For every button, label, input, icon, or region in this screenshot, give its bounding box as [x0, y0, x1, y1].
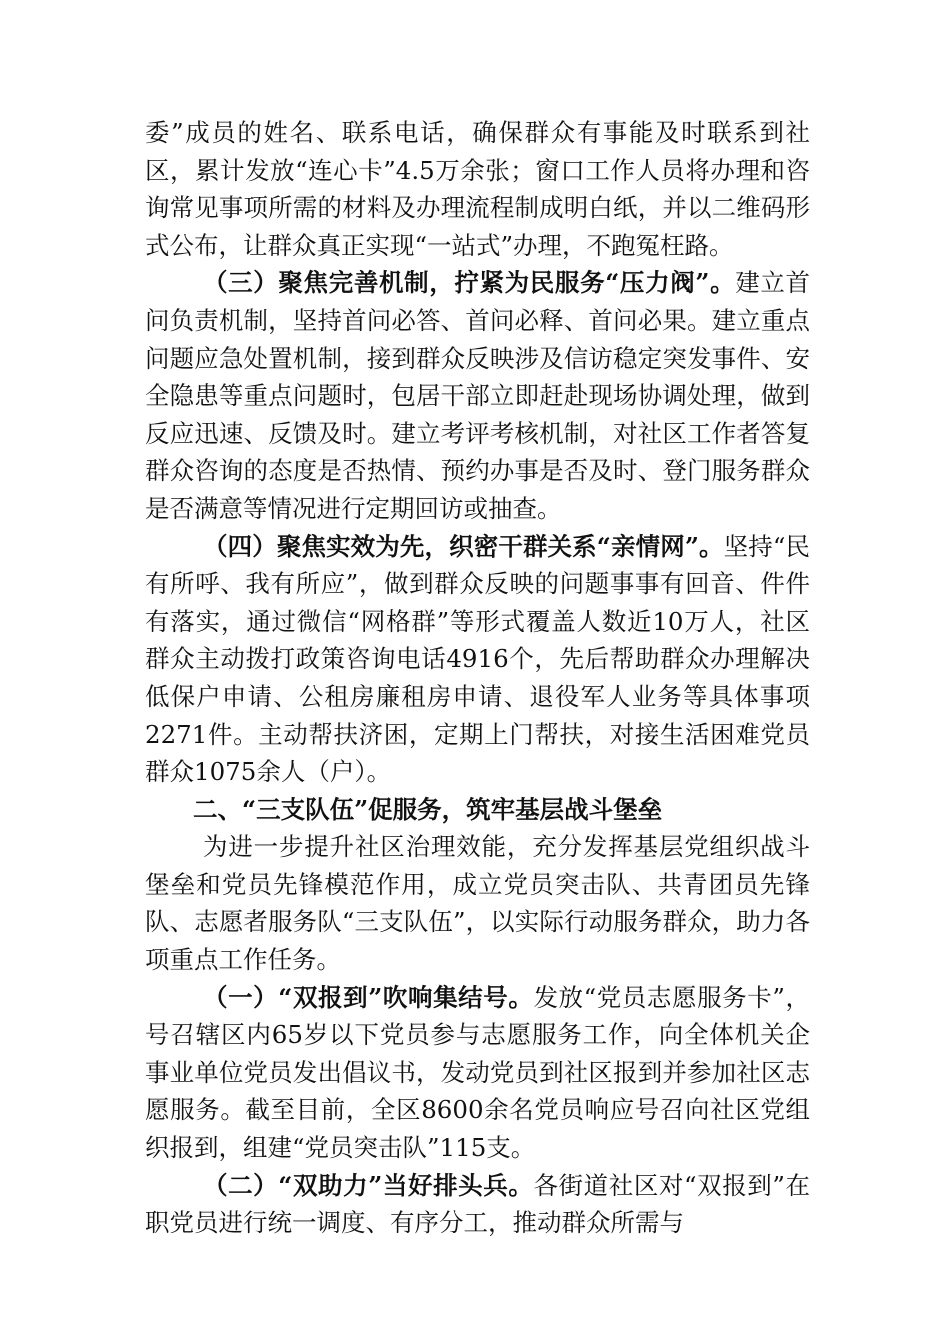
paragraph-6-lead: （二）“双助力”当好排头兵。: [203, 1170, 534, 1200]
document-body: [145, 114, 810, 1242]
paragraph-5-body: 发放“党员志愿服务卡”，号召辖区内65岁以下党员参与志愿服务工作，向全体机关企事业单位党员发出倡议书，发动党员到社区报到并参加社区志愿服务。截至目前，全区8600余名党员响应号召向社区党组织报到，组建“党员突击队”115支。: [145, 982, 810, 1163]
paragraph-5-lead: （一）“双报到”吹响集结号。: [203, 982, 534, 1012]
paragraph-2: [145, 264, 810, 527]
paragraph-1: 委”成员的姓名、联系电话，确保群众有事能及时联系到社区，累计发放“连心卡”4.5万余张；窗口工作人员将办理和咨询常见事项所需的材料及办理流程制成明白纸，并以二维码形式公布，让群众真正实现“一站式”办理，不跑冤枉路。: [145, 118, 810, 260]
paragraph-2-lead: （三）聚焦完善机制，拧紧为民服务“压力阀”。: [203, 268, 736, 298]
section-heading-2: 二、“三支队伍”促服务，筑牢基层战斗堡垒: [193, 794, 663, 824]
paragraph-4: 为进一步提升社区治理效能，充分发挥基层党组织战斗堡垒和党员先锋模范作用，成立党员突击队、共青团员先锋队、志愿者服务队“三支队伍”，以实际行动服务群众，助力各项重点工作任务。: [145, 832, 810, 975]
paragraph-3: [145, 528, 810, 791]
paragraph-5: [145, 979, 810, 1167]
paragraph-6: [145, 1167, 810, 1242]
paragraph-3-body: 坚持“民有所呼、我有所应”，做到群众反映的问题事事有回音、件件有落实，通过微信“网格群”等形式覆盖人数近10万人，社区群众主动拨打政策咨询电话4916个，先后帮助群众办理解决低保户申请、公租房廉租房申请、退役军人业务等具体事项2271件。主动帮扶济困，定期上门帮扶，对接生活困难党员群众1075余人（户）。: [145, 531, 810, 787]
paragraph-3-lead: （四）聚焦实效为先，织密干群关系“亲情网”。: [203, 531, 724, 561]
paragraph-2-body: 建立首问负责机制，坚持首问必答、首问必释、首问必果。建立重点问题应急处置机制，接到群众反映涉及信访稳定突发事件、安全隐患等重点问题时，包居干部立即赶赴现场协调处理，做到反应迅速、反馈及时。建立考评考核机制，对社区工作者答复群众咨询的态度是否热情、预约办事是否及时、登门服务群众是否满意等情况进行定期回访或抽查。: [145, 268, 811, 523]
paragraph-6-body: 各街道社区对“双报到”在职党员进行统一调度、有序分工，推动群众所需与: [145, 1170, 810, 1238]
